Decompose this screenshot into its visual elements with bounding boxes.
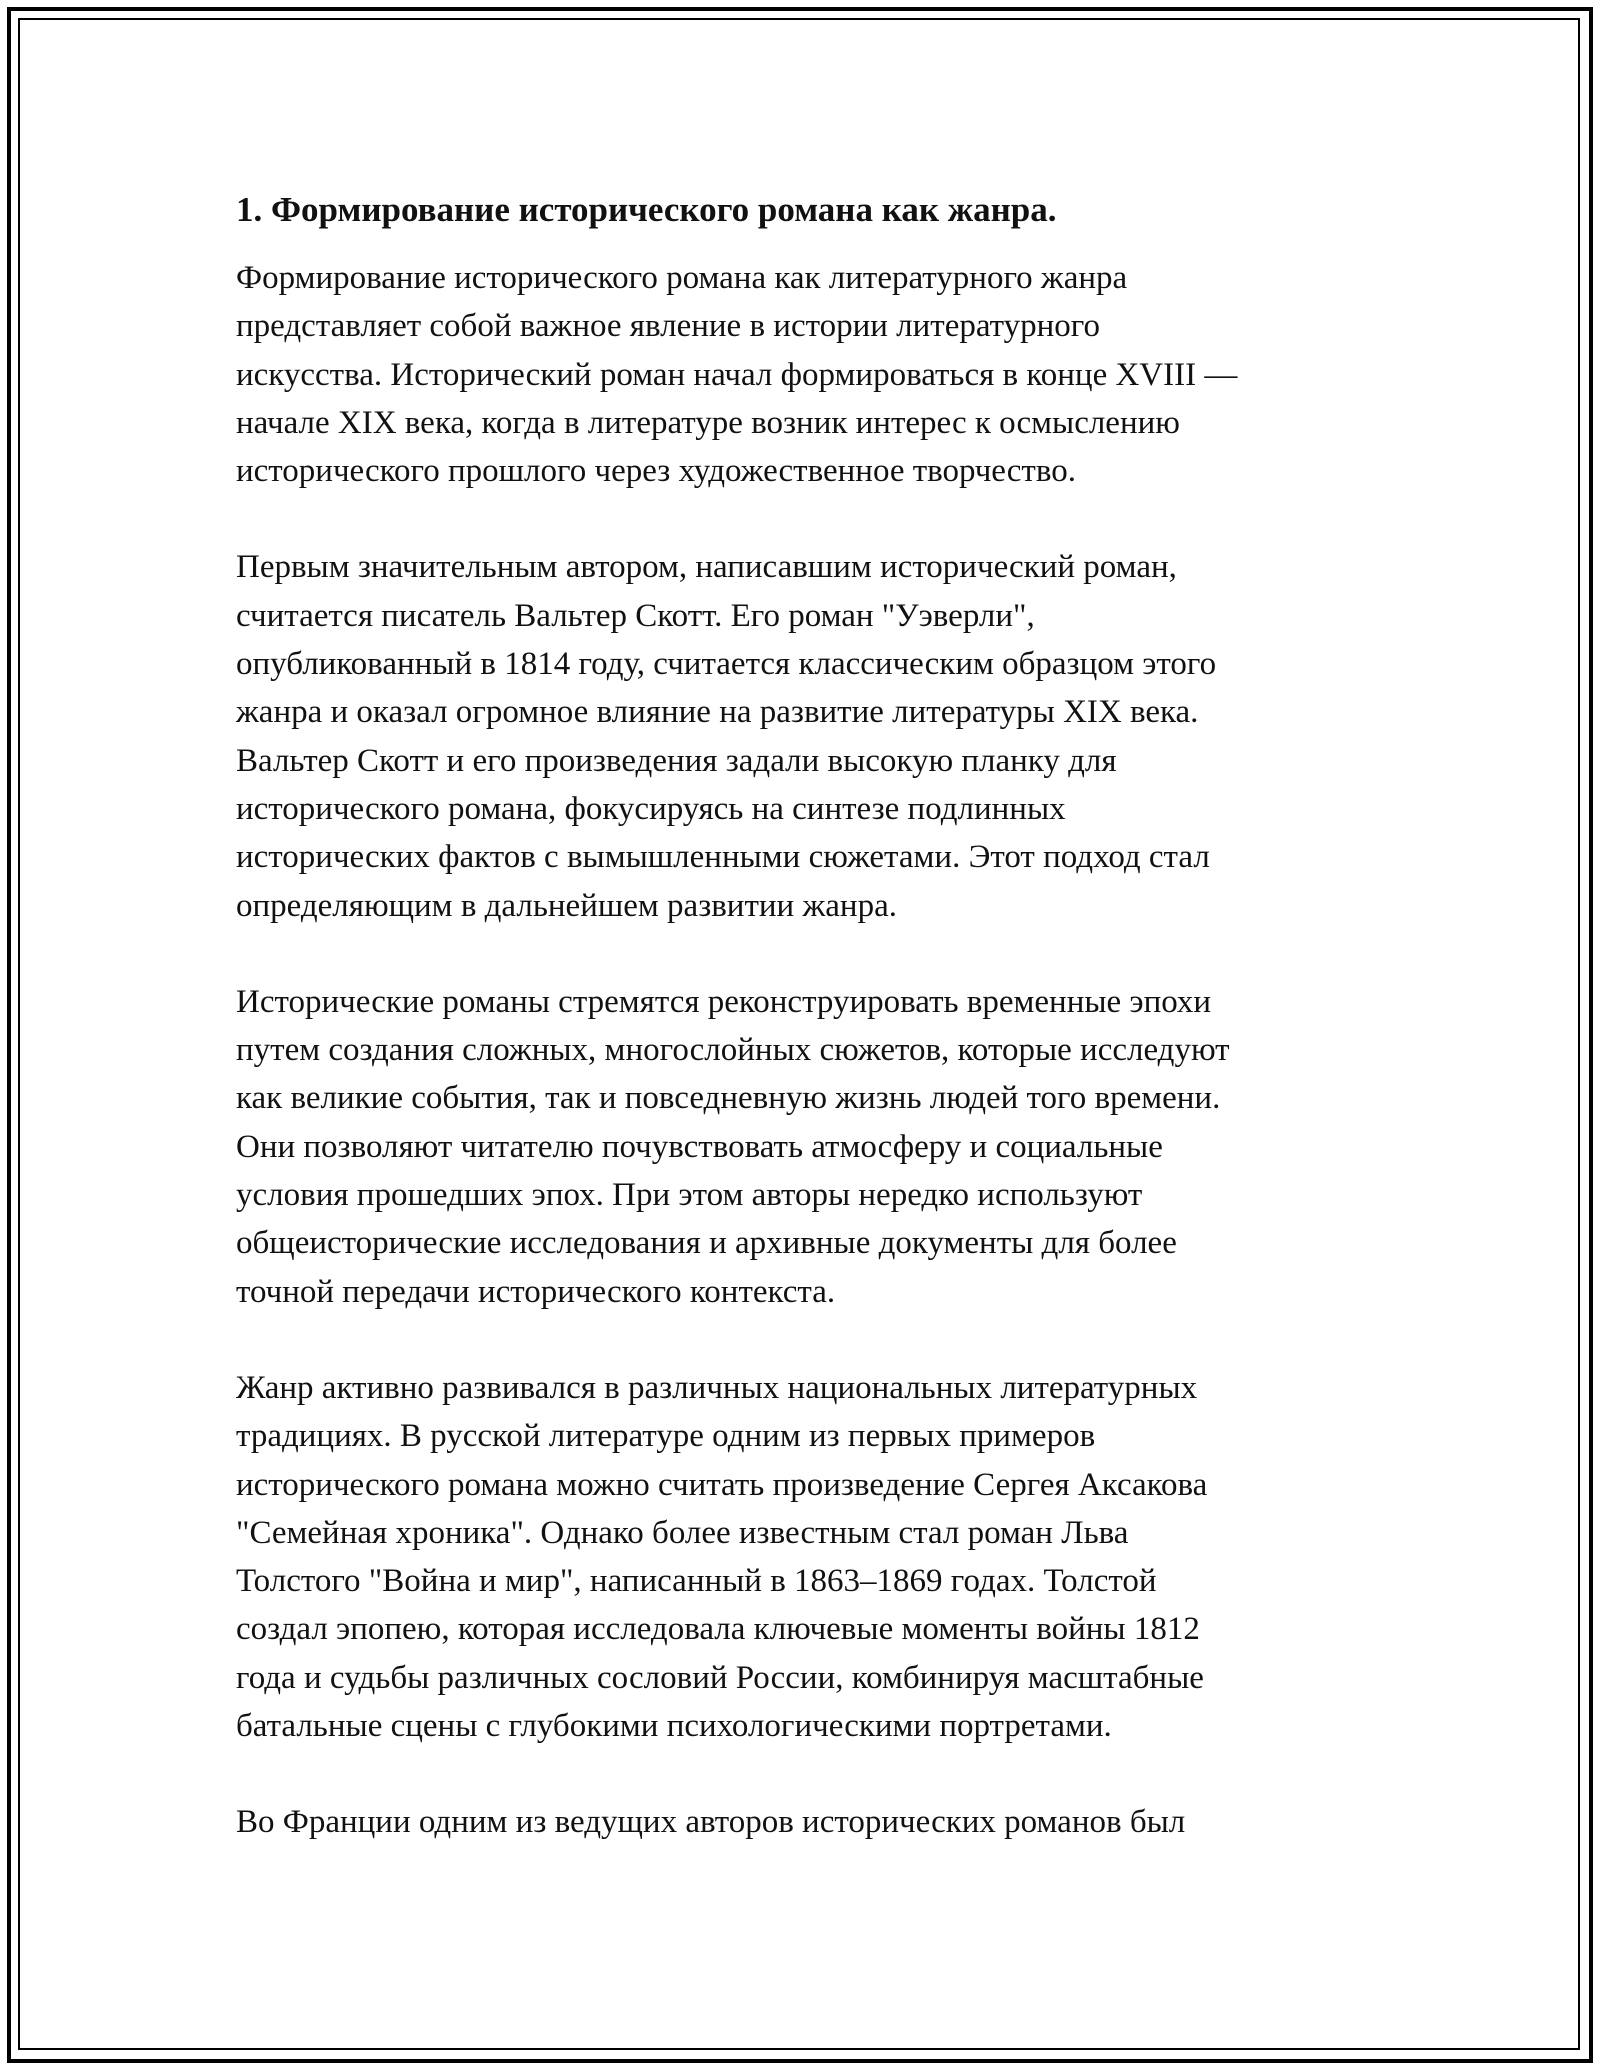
text-line: Формирование исторического романа как литературного жанра — [236, 260, 1128, 296]
text-line: исторического прошлого через художественное творчество. — [236, 453, 1076, 490]
text-line: начале XIX века, когда в литературе возник интерес к осмыслению — [236, 404, 1180, 441]
text-line: общеисторические исследования и архивные документы для более — [236, 1225, 1177, 1262]
text-line: искусства. Исторический роман начал формироваться в конце XVIII — — [236, 356, 1238, 393]
text-line: создал эпопею, которая исследовала ключевые моменты войны 1812 — [236, 1611, 1200, 1648]
text-line: года и судьбы различных сословий России, комбинируя масштабные — [236, 1659, 1204, 1696]
document-body — [236, 186, 1366, 1895]
text-line: жанра и оказал огромное влияние на развитие литературы XIX века. — [236, 694, 1199, 731]
text-line: считается писатель Вальтер Скотт. Его роман "Уэверли", — [236, 597, 1035, 634]
section-heading: 1. Формирование исторического романа как жанра. — [236, 190, 1057, 229]
text-line: условия прошедших эпох. При этом авторы нередко используют — [236, 1177, 1143, 1214]
text-line: опубликованный в 1814 году, считается классическим образцом этого — [236, 646, 1217, 683]
text-line: традициях. В русской литературе одним из первых примеров — [236, 1418, 1096, 1455]
text-line: Толстого "Война и мир", написанный в 1863–1869 годах. Толстой — [236, 1563, 1157, 1600]
text-line: точной передачи исторического контекста. — [236, 1273, 836, 1310]
text-line: Исторические романы стремятся реконструировать временные эпохи — [236, 983, 1212, 1020]
text-line: как великие события, так и повседневную жизнь людей того времени. — [236, 1080, 1221, 1117]
paragraph-4 — [236, 1364, 1366, 1750]
paragraph-5 — [236, 1798, 1366, 1846]
text-line: представляет собой важное явление в истории литературного — [236, 308, 1100, 345]
text-line: "Семейная хроника". Однако более известным стал роман Льва — [236, 1514, 1129, 1551]
text-line: исторических фактов с вымышленными сюжетами. Этот подход стал — [236, 839, 1210, 876]
text-line: исторического романа можно считать произведение Сергея Аксакова — [236, 1466, 1208, 1503]
text-line: Вальтер Скотт и его произведения задали высокую планку для — [236, 742, 1117, 779]
paragraph-1 — [236, 254, 1366, 495]
text-line: Первым значительным автором, написавшим исторический роман, — [236, 549, 1177, 586]
paragraph-2 — [236, 543, 1366, 929]
text-line: определяющим в дальнейшем развитии жанра. — [236, 887, 897, 924]
text-line: Во Франции одним из ведущих авторов исторических романов был — [236, 1804, 1186, 1841]
paragraph-3 — [236, 978, 1366, 1316]
text-line: Они позволяют читателю почувствовать атмосферу и социальные — [236, 1128, 1163, 1165]
text-line: исторического романа, фокусируясь на синтезе подлинных — [236, 790, 1066, 827]
text-line: батальные сцены с глубокими психологическими портретами. — [236, 1708, 1112, 1745]
text-line: путем создания сложных, многослойных сюжетов, которые исследуют — [236, 1032, 1230, 1069]
text-line: Жанр активно развивался в различных национальных литературных — [236, 1369, 1198, 1406]
